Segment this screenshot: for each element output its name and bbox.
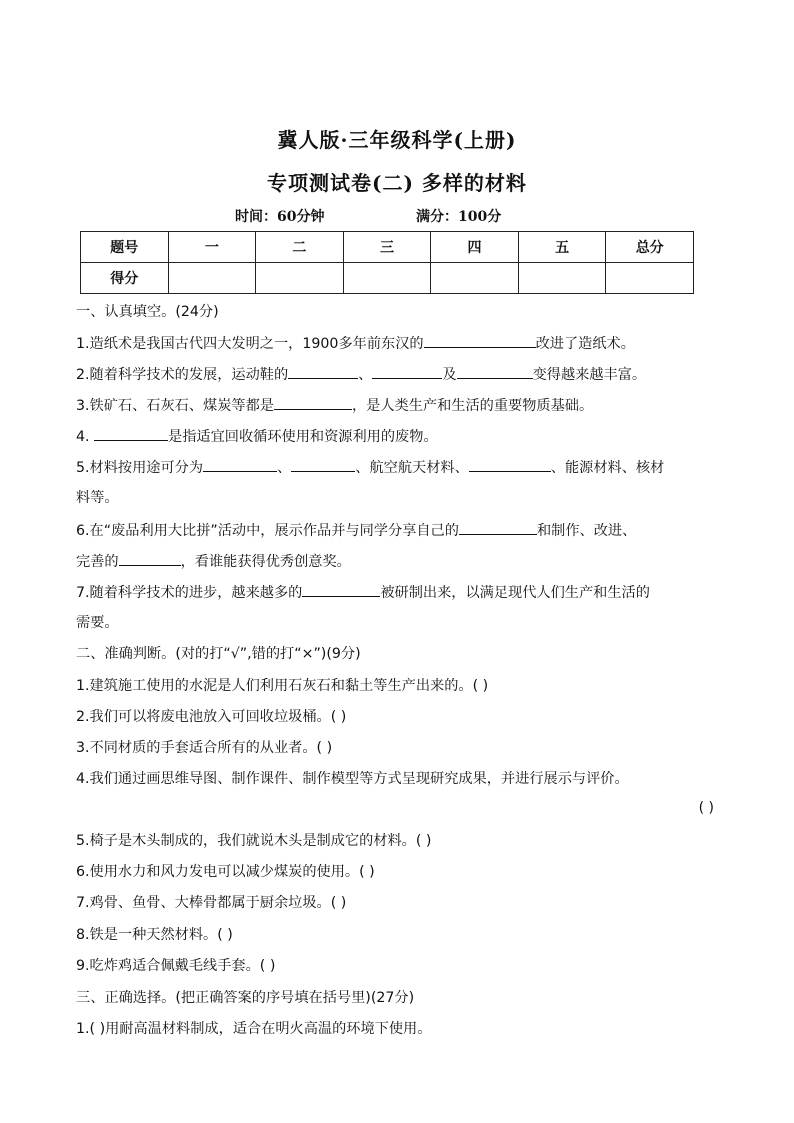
answer-blank[interactable] xyxy=(457,364,533,379)
judge-item[interactable]: 9.吃炸鸡适合佩戴毛线手套。( ) xyxy=(76,958,276,974)
score-input-cell[interactable] xyxy=(256,263,344,294)
choice-item[interactable]: 1.( )用耐高温材料制成，适合在明火高温的环境下使用。 xyxy=(76,1021,432,1037)
answer-blank[interactable] xyxy=(291,457,355,472)
judge-item: 4.我们通过画思维导图、制作课件、制作模型等方式呈现研究成果，并进行展示与评价。 xyxy=(76,771,629,787)
judge-item[interactable]: 3.不同材质的手套适合所有的从业者。( ) xyxy=(76,740,333,756)
judge-item[interactable]: 8.铁是一种天然材料。( ) xyxy=(76,927,233,943)
score-cell: 三 xyxy=(343,232,431,263)
exam-subtitle: 专项测试卷(二) 多样的材料 xyxy=(267,171,527,195)
section-heading: 二、准确判断。(对的打“√”,错的打“×”)(9分) xyxy=(76,646,361,662)
judge-item[interactable]: 1.建筑施工使用的水泥是人们利用石灰石和黏土等生产出来的。( ) xyxy=(76,678,489,694)
section-heading: 一、认真填空。(24分) xyxy=(76,304,219,320)
question-fill-3: 3.铁矿石、石灰石、煤炭等都是 ，是人类生产和生活的重要物质基础。 xyxy=(76,395,593,416)
answer-blank[interactable] xyxy=(94,426,168,441)
score-input-cell[interactable] xyxy=(606,263,694,294)
score-table xyxy=(80,231,694,294)
answer-blank[interactable] xyxy=(288,364,358,379)
question-fill-7: 7.随着科学技术的进步，越来越多的 被研制出来，以满足现代人们生产和生活的 xyxy=(76,582,650,603)
answer-blank[interactable] xyxy=(302,582,380,597)
question-fill-2: 2.随着科学技术的发展，运动鞋的 、 及 变得越来越丰富。 xyxy=(76,364,646,385)
answer-blank[interactable] xyxy=(459,520,537,535)
answer-blank[interactable] xyxy=(424,333,536,348)
score-input-cell[interactable] xyxy=(343,263,431,294)
question-fill-5-cont: 料等。 xyxy=(76,490,119,506)
score-cell: 总分 xyxy=(606,232,694,263)
question-fill-7-cont: 需要。 xyxy=(76,615,119,631)
answer-blank[interactable] xyxy=(203,457,277,472)
judge-item[interactable]: 2.我们可以将废电池放入可回收垃圾桶。( ) xyxy=(76,709,347,725)
question-fill-1: 1.造纸术是我国古代四大发明之一，1900多年前东汉的 改进了造纸术。 xyxy=(76,333,635,354)
score-cell: 二 xyxy=(256,232,344,263)
score-cell: 四 xyxy=(431,232,519,263)
judge-item[interactable]: 7.鸡骨、鱼骨、大棒骨都属于厨余垃圾。( ) xyxy=(76,895,347,911)
score-cell: 一 xyxy=(168,232,256,263)
score-table-score-row xyxy=(81,263,694,294)
score-input-cell[interactable] xyxy=(518,263,606,294)
score-input-cell[interactable] xyxy=(168,263,256,294)
judge-answer-paren[interactable]: ( ) xyxy=(698,800,714,816)
answer-blank[interactable] xyxy=(469,457,551,472)
question-fill-4: 4. 是指适宜回收循环使用和资源利用的废物。 xyxy=(76,426,438,447)
exam-time: 时间：60分钟 xyxy=(235,209,325,225)
answer-blank[interactable] xyxy=(372,364,442,379)
score-input-cell[interactable] xyxy=(431,263,519,294)
answer-blank[interactable] xyxy=(119,551,181,566)
score-cell: 题号 xyxy=(81,232,169,263)
section-heading: 三、正确选择。(把正确答案的序号填在括号里)(27分) xyxy=(76,990,415,1006)
score-table-header-row xyxy=(81,232,694,263)
judge-item[interactable]: 5.椅子是木头制成的，我们就说木头是制成它的材料。( ) xyxy=(76,833,432,849)
answer-blank[interactable] xyxy=(274,395,352,410)
question-fill-6: 6.在“废品利用大比拼”活动中，展示作品并与同学分享自己的 和制作、改进、 xyxy=(76,520,636,541)
exam-title: 冀人版·三年级科学(上册) xyxy=(277,128,517,152)
score-cell: 得分 xyxy=(81,263,169,294)
judge-item[interactable]: 6.使用水力和风力发电可以减少煤炭的使用。( ) xyxy=(76,864,375,880)
exam-full-score: 满分：100分 xyxy=(416,209,502,225)
question-fill-5: 5.材料按用途可分为 、 、航空航天材料、 、能源材料、核材 xyxy=(76,457,664,478)
question-fill-6-cont: 完善的 ，看谁能获得优秀创意奖。 xyxy=(76,551,351,572)
score-cell: 五 xyxy=(518,232,606,263)
